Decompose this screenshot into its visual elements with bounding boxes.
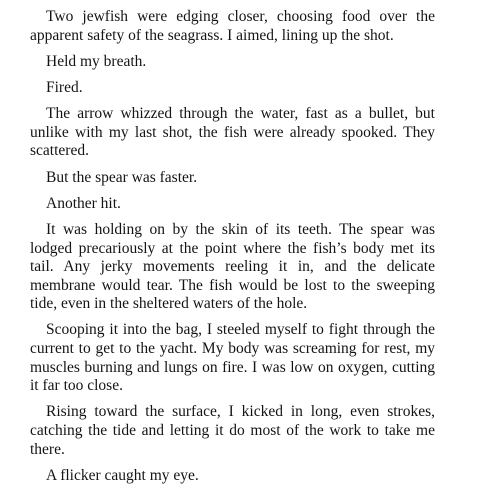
paragraph: But the spear was faster.	[46, 168, 198, 186]
paragraph: The arrow whizzed through the water, fast as a bullet, but unlike with my last shot, the fish were already spooked. They scattered.	[30, 105, 435, 160]
paragraph: Fired.	[46, 78, 83, 96]
paragraph: Two jewfish were edging closer, choosing food over the apparent safety of the seagrass. I aimed, lining up the shot.	[30, 8, 435, 44]
paragraph: Scooping it into the bag, I steeled myself to fight through the current to get to the yacht. My body was screaming for rest, my muscles burning and lungs on fire. I was low on oxygen, cutting it far too close.	[30, 321, 435, 395]
document-page	[30, 8, 435, 493]
paragraph: Held my breath.	[46, 52, 147, 70]
paragraph: Another hit.	[46, 194, 121, 212]
paragraph: Rising toward the surface, I kicked in long, even strokes, catching the tide and letting it do most of the work to take me there.	[30, 403, 435, 458]
paragraph: A flicker caught my eye.	[46, 466, 199, 484]
paragraph: It was holding on by the skin of its teeth. The spear was lodged precariously at the point where the fish’s body met its tail. Any jerky movements reeling it in, and the delicate membrane would tear. The fish would be lost to the sweeping tide, even in the sheltered waters of the hole.	[30, 220, 435, 313]
